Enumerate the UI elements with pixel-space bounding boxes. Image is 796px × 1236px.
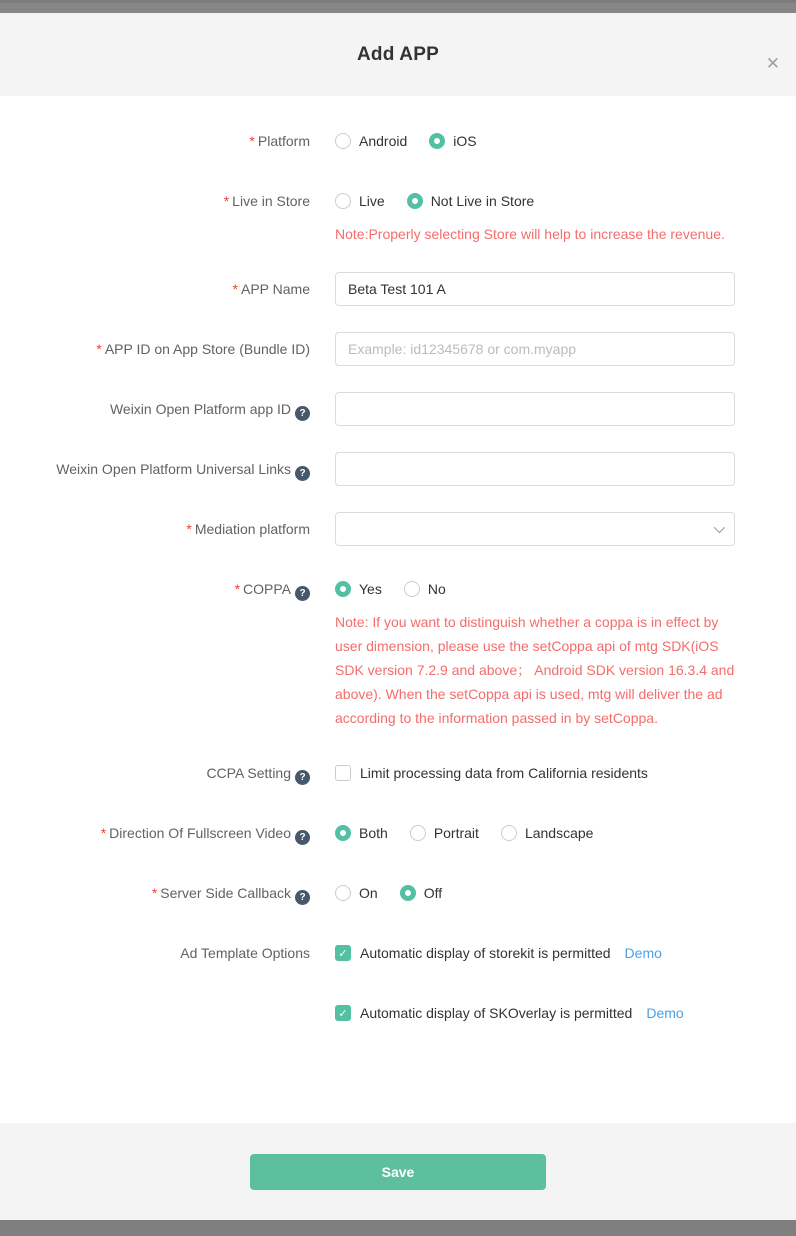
weixin-universal-links-input[interactable] [335, 452, 735, 486]
coppa-label: * COPPA ? [0, 572, 310, 601]
direction-radio-group [335, 825, 615, 841]
radio-circle [407, 193, 423, 209]
coppa-radio-group [335, 581, 468, 597]
platform-row [0, 124, 796, 158]
modal-footer [0, 1123, 796, 1220]
radio-portrait[interactable] [410, 825, 479, 841]
radio-coppa-yes[interactable] [335, 581, 382, 597]
help-icon[interactable]: ? [295, 466, 310, 481]
ad-template-storekit-row [0, 936, 796, 970]
close-icon[interactable]: ✕ [765, 54, 780, 73]
skoverlay-checkbox[interactable]: ✓ [335, 1005, 351, 1021]
radio-label: Off [423, 885, 443, 901]
help-icon[interactable]: ? [295, 830, 310, 845]
required-asterisk: * [151, 885, 158, 901]
radio-circle [335, 133, 351, 149]
help-icon[interactable]: ? [295, 586, 310, 601]
radio-both[interactable] [335, 825, 388, 841]
ccpa-checkbox-label: Limit processing data from California residents [360, 765, 648, 781]
radio-coppa-no[interactable] [404, 581, 446, 597]
radio-circle [335, 581, 351, 597]
radio-circle [410, 825, 426, 841]
required-asterisk: * [234, 581, 241, 597]
radio-label: On [359, 885, 378, 901]
storekit-checkbox[interactable]: ✓ [335, 945, 351, 961]
app-id-input[interactable] [335, 332, 735, 366]
live-in-store-label: * Live in Store [223, 193, 310, 209]
modal-title: Add APP [357, 43, 439, 65]
direction-row [0, 816, 796, 850]
storekit-checkbox-row [335, 945, 662, 961]
app-id-label: * APP ID on App Store (Bundle ID) [96, 341, 310, 357]
coppa-row [0, 572, 796, 730]
ccpa-checkbox[interactable] [335, 765, 351, 781]
weixin-app-id-row [0, 392, 796, 426]
radio-off[interactable] [400, 885, 442, 901]
weixin-app-id-label: Weixin Open Platform app ID ? [0, 392, 310, 421]
app-name-row [0, 272, 796, 306]
skoverlay-checkbox-label: Automatic display of SKOverlay is permitted [360, 1005, 633, 1021]
required-asterisk: * [100, 825, 107, 841]
radio-android[interactable] [335, 133, 407, 149]
skoverlay-checkbox-row [335, 1005, 684, 1021]
ad-template-label: Ad Template Options [180, 945, 310, 961]
radio-label: iOS [453, 133, 477, 149]
radio-label: Yes [359, 581, 382, 597]
radio-circle [404, 581, 420, 597]
background-top-bar [0, 0, 796, 13]
weixin-app-id-input[interactable] [335, 392, 735, 426]
radio-circle [335, 193, 351, 209]
radio-label: Portrait [433, 825, 479, 841]
ad-template-label-spacer [0, 996, 310, 1005]
radio-ios[interactable] [429, 133, 476, 149]
required-asterisk: * [223, 193, 230, 209]
save-button[interactable]: Save [250, 1154, 546, 1190]
radio-circle [429, 133, 445, 149]
radio-on[interactable] [335, 885, 378, 901]
radio-label: Not Live in Store [430, 193, 535, 209]
modal-body [0, 96, 796, 1123]
chevron-down-icon [714, 522, 725, 533]
ccpa-label: CCPA Setting ? [0, 756, 310, 785]
background-bottom-bar [0, 1220, 796, 1236]
storekit-checkbox-label: Automatic display of storekit is permitted [360, 945, 611, 961]
required-asterisk: * [186, 521, 192, 537]
radio-circle [335, 825, 351, 841]
required-asterisk: * [96, 341, 102, 357]
app-name-input[interactable] [335, 272, 735, 306]
storekit-demo-link[interactable]: Demo [624, 945, 662, 961]
app-id-row [0, 332, 796, 366]
radio-live[interactable] [335, 193, 385, 209]
radio-label: Live [359, 193, 385, 209]
skoverlay-demo-link[interactable]: Demo [646, 1005, 684, 1021]
platform-label: * Platform [249, 133, 310, 149]
direction-label: * Direction Of Fullscreen Video ? [0, 816, 310, 845]
server-callback-radio-group [335, 885, 464, 901]
modal-header [0, 13, 796, 96]
server-callback-row [0, 876, 796, 910]
server-callback-label: * Server Side Callback ? [0, 876, 310, 905]
radio-label: Both [359, 825, 388, 841]
radio-label: No [427, 581, 446, 597]
help-icon[interactable]: ? [295, 890, 310, 905]
radio-not-live[interactable] [407, 193, 535, 209]
weixin-universal-links-row [0, 452, 796, 486]
live-in-store-radio-group [335, 193, 556, 209]
mediation-platform-select[interactable] [335, 512, 735, 546]
coppa-note: Note: If you want to distinguish whether a coppa is in effect by user dimension, please use the setCoppa api of mtg SDK(iOS SDK version 7.2.9 and above； Android SDK version 16.3.4 and above). When the setCoppa api is used, mtg will deliver the ad according to the information passed in by setCoppa. [335, 614, 735, 726]
help-icon[interactable]: ? [295, 770, 310, 785]
live-in-store-row [0, 184, 796, 246]
radio-circle [501, 825, 517, 841]
ad-template-skoverlay-row [0, 996, 796, 1030]
ccpa-checkbox-row [335, 765, 648, 781]
live-in-store-note: Note:Properly selecting Store will help to increase the revenue. [335, 226, 725, 242]
app-name-label: * APP Name [232, 281, 310, 297]
radio-label: Landscape [524, 825, 594, 841]
radio-circle [400, 885, 416, 901]
required-asterisk: * [232, 281, 238, 297]
mediation-platform-row [0, 512, 796, 546]
radio-label: Android [359, 133, 408, 149]
weixin-universal-links-label: Weixin Open Platform Universal Links ? [0, 452, 310, 481]
platform-radio-group [335, 133, 499, 149]
radio-circle [335, 885, 351, 901]
ccpa-row [0, 756, 796, 790]
mediation-platform-label: * Mediation platform [186, 521, 310, 537]
help-icon[interactable]: ? [295, 406, 310, 421]
radio-landscape[interactable] [501, 825, 594, 841]
required-asterisk: * [249, 133, 255, 149]
